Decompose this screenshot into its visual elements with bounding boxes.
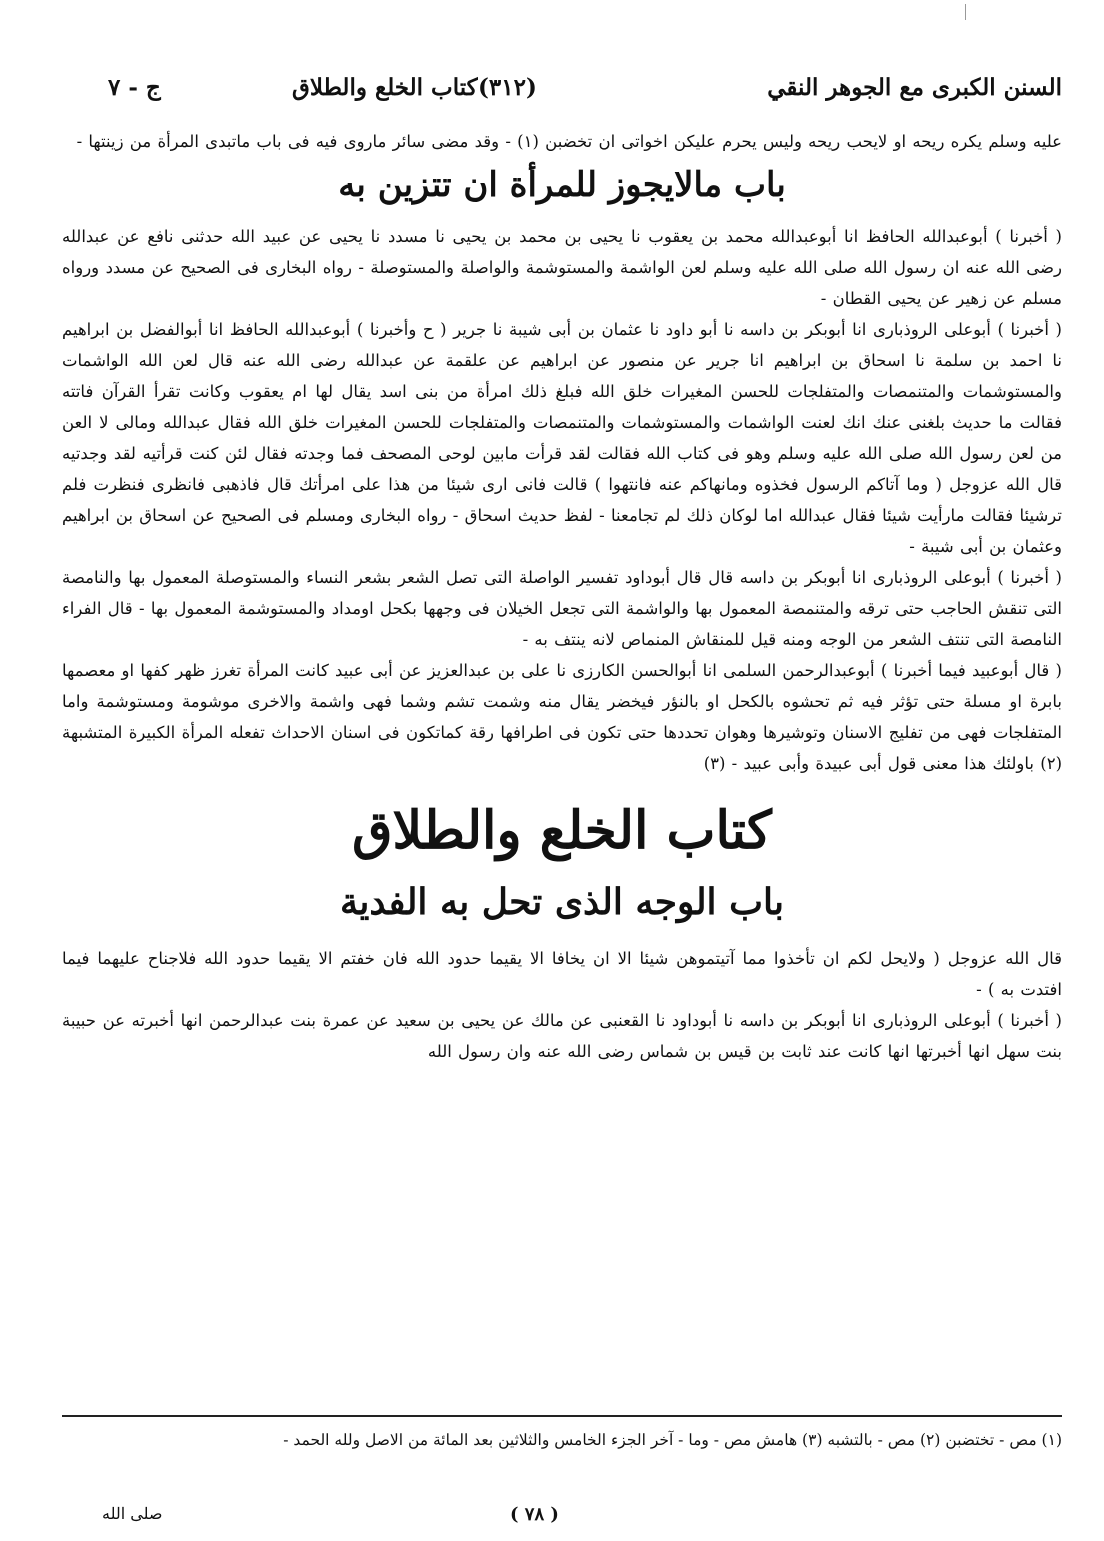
hadith-paragraph: ( أخبرنا ) أبوعلى الروذبارى انا أبوبكر بن داسه نا أبو داود نا عثمان بن أبى شيبة نا جرير ( ح وأخبرنا ) أبوعبدالله الحافظ انا أبوالفضل بن ابراهيم نا احمد بن سلمة نا اسحاق بن ابراهيم انا جرير عن منصور عن ابراهيم عن علقمة عن عبدالله رضى الله عنه قال لعن الله الواشمات والمستوشمات والمتنمصات والمتفلجات للحسن المغيرات خلق الله فبلغ ذلك امرأة من بنى اسد يقال لها ام يعقوب وكانت تقرأ القرآن فاتته فقالت ما حديث بلغنى عنك انك لعنت الواشمات والمستوشمات والمتنمصات والمتفلجات للحسن المغيرات خلق الله فقال عبدالله ومالى لا العن من لعن رسول الله صلى الله عليه وسلم وهو فى كتاب الله فقالت لقد قرأت مابين لوحى المصحف فما وجدته فقال لئن كنت قرأتيه لقد وجدتيه قال الله عزوجل ( وما آتاكم الرسول فخذوه ومانهاكم عنه فانتهوا ) قالت فانى ارى شيئا من هذا على امرأتك قال فاذهبى فانظرى فنظرت فلم ترشيئا فقالت مارأيت شيئا فقال عبدالله اما لوكان ذلك لم تجامعنا - لفظ حديث اسحاق - رواه البخارى ومسلم فى الصحيح عن اسحاق بن ابراهيم وعثمان بن أبى شيبة - xyxy=(62,320,1062,556)
folio-number: ( ٧٨ ) xyxy=(510,1504,559,1525)
footnotes xyxy=(62,1425,1062,1455)
hadith-paragraph: ( أخبرنا ) أبوعبدالله الحافظ انا أبوعبدالله محمد بن يعقوب نا يحيى بن محمد بن يحيى نا مسدد نا يحيى عن عبيد الله حدثنى نافع عن عبدالله رضى الله عنه ان رسول الله صلى الله عليه وسلم لعن الواشمة والمستوشمة والواصلة والمستوصلة - رواه البخارى فى الصحيح عن مسدد ورواه مسلم عن زهير عن يحيى القطان - xyxy=(62,227,1062,308)
chapter-heading-adornment: باب مالايجوز للمرأة ان تتزين به xyxy=(338,165,786,205)
hadith-paragraph: ( أخبرنا ) أبوعلى الروذبارى انا أبوبكر بن داسه قال قال أبوداود تفسير الواصلة التى تصل الشعر بشعر النساء والمستوصلة المعمول بها والنامصة التى تنقش الحاجب حتى ترقه والمتنمصة المعمول بها والواشمة التى تجعل الخيلان فى وجهها بكحل اومداد والمستوشمة المعمول بها - قال الفراء النامصة التى تنتف الشعر من الوجه ومنه قيل للمنقاش المنماص لانه ينتف به - xyxy=(62,568,1062,649)
hadith-paragraph: ( قال أبوعبيد فيما أخبرنا ) أبوعبدالرحمن السلمى انا أبوالحسن الكارزى نا على بن عبدالعزيز عن أبى عبيد كانت المرأة تغرز ظهر كفها او معصمها بابرة او مسلة حتى تؤثر فيه ثم تحشوه بالكحل او بالنؤر فيخضر يقال منه وشمت تشم وشما فهى واشمة والاخرى موشومة ومستوشمة واما المتفلجات فهى من تفليج الاسنان وتوشيرها وهوان تحددها حتى تكون فى اطرافها رقة كماتكون فى اسنان الاحداث تفعله المرأة الكبيرة المتشبهة (٢) باولئك هذا معنى قول أبى عبيدة وأبى عبيد - (٣) xyxy=(62,661,1062,773)
book-title: كتاب الخلع والطلاق xyxy=(352,800,772,861)
book-page xyxy=(62,62,1062,1525)
main-text xyxy=(62,126,1062,1067)
page-footer xyxy=(62,1504,1062,1534)
footnote-divider xyxy=(62,1415,1062,1417)
hadith-paragraph: ( أخبرنا ) أبوعلى الروذبارى انا أبوبكر بن داسه نا أبوداود نا القعنبى عن مالك عن يحيى بن سعيد عن عمرة بنت عبدالرحمن انها أخبرته عن حبيبة بنت سهل انها أخبرتها انها كانت عند ثابت بن قيس بن شماس رضى الله عنه وان رسول الله xyxy=(62,1011,1062,1061)
catchword: صلى الله xyxy=(102,1504,163,1523)
header-title: السنن الكبرى مع الجوهر النقي xyxy=(767,74,1062,101)
running-header xyxy=(62,74,1062,116)
header-volume: ج - ٧ xyxy=(108,74,161,101)
paragraph-continuation: عليه وسلم يكره ريحه او لايحب ريحه وليس يحرم عليكن اخواتى ان تخضبن (١) - وقد مضى سائر ماروى فيه فى باب ماتبدى المرأة من زينتها - xyxy=(76,132,1062,151)
header-book-name: كتاب الخلع والطلاق xyxy=(292,74,478,101)
chapter-heading-ransom: باب الوجه الذى تحل به الفدية xyxy=(340,881,784,923)
footnote-text: (١) مص - تختضبن (٢) مص - بالتشبه (٣) هامش مص - وما - آخر الجزء الخامس والثلاثين بعد المائة من الاصل ولله الحمد - xyxy=(283,1431,1062,1449)
scan-mark xyxy=(965,4,966,20)
quran-verse-paragraph: قال الله عزوجل ( ولايحل لكم ان تأخذوا مما آتيتموهن شيئا الا ان يخافا الا يقيما حدود الله فان خفتم الا يقيما حدود الله فلاجناح عليهما فيما افتدت به ) - xyxy=(62,949,1062,999)
header-page-number: (٣١٢) xyxy=(478,74,537,101)
